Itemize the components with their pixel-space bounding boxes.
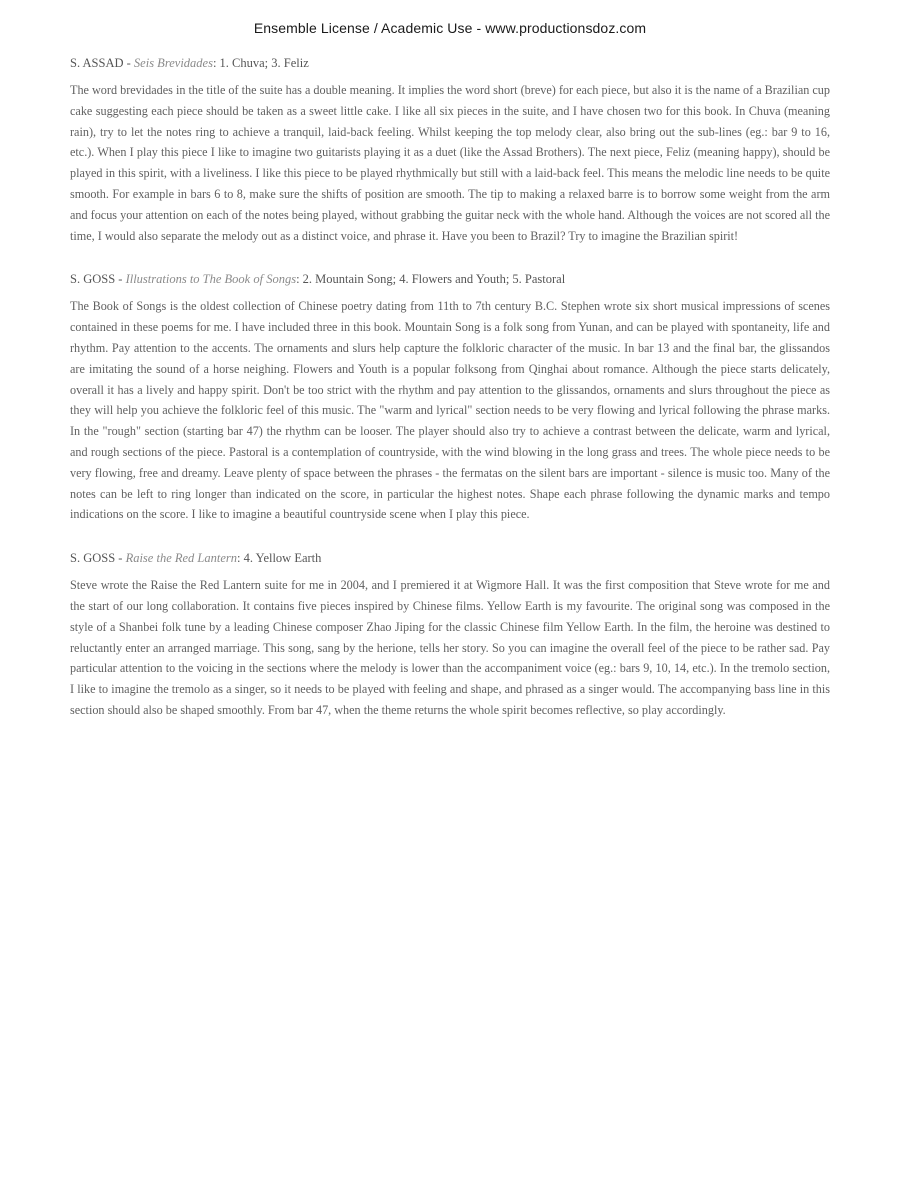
license-banner: Ensemble License / Academic Use - www.productionsdoz.com (253, 20, 647, 36)
section-goss-red-lantern (70, 551, 830, 721)
section-assad (70, 56, 830, 246)
composer-name: S. ASSAD - (70, 56, 134, 70)
page-body (70, 56, 830, 747)
work-title: Raise the Red Lantern (125, 551, 238, 566)
section-heading (70, 551, 830, 566)
work-title: Seis Brevidades (133, 56, 213, 70)
section-goss-book-of-songs (70, 272, 830, 525)
section-body: The Book of Songs is the oldest collection of Chinese poetry dating from 11th to 7th century B.C. Stephen wrote six short musical impressions of scenes contained in these poems for me. I have included three in this book. Mountain Song is a folk song from Yunan, and can be played with spontaneity, life and rhythm. Pay attention to the accents. The ornaments and slurs help capture the folkloric character of the music. In bar 13 and the final bar, the glissandos are imitating the sound of a horse neighing. Flowers and Youth is a popular folksong from Qinghai about romance. Although the piece starts delicately, overall it has a lively and happy spirit. Don't be too strict with the rhythm and pay attention to the glissandos, ornaments and slurs throughout the piece as they will help you achieve the folkloric feel of this music. The "warm and lyrical" section needs to be very flowing and lyrical following the phrase marks. In the "rough" section (starting bar 47) the rhythm can be looser. The player should also try to achieve a contrast between the delicate, warm and lyrical, and rough sections of the piece. Pastoral is a contemplation of countryside, with the wind blowing in the long grass and trees. The whole piece needs to be very flowing, free and dreamy. Leave plenty of space between the phrases - the fermatas on the silent bars are important - silence is music too. Many of the notes can be left to ring longer than indicated on the score, in particular the highest notes. Shape each phrase following the dynamic marks and tempo indications on the score. I like to imagine a beautiful countryside scene when I play this piece. (70, 299, 830, 522)
section-heading (70, 56, 830, 71)
section-heading (70, 272, 830, 287)
work-title: Illustrations to The Book of Songs (125, 272, 297, 287)
movements: : 4. Yellow Earth (237, 551, 322, 566)
section-body: The word brevidades in the title of the suite has a double meaning. It implies the word short (breve) for each piece, but also it is the name of a Brazilian cup cake suggesting each piece should be taken as a sweet little cake. I like all six pieces in the suite, and I have chosen two for this book. In Chuva (meaning rain), try to let the notes ring to achieve a tranquil, laid-back feeling. Whilst keeping the top melody clear, also bring out the sub-lines (eg.: bar 9 to 16, etc.). When I play this piece I like to imagine two guitarists playing it as a duet (like the Assad Brothers). The next piece, Feliz (meaning happy), should be played in this spirit, with a liveliness. I like this piece to be played rhythmically but still with a laid-back feel. This means the melodic line needs to be quite smooth. For example in bars 6 to 8, make sure the shifts of position are smooth. The tip to making a relaxed barre is to borrow some weight from the arm and focus your attention on each of the notes being played, without grabbing the guitar neck with the whole hand. Although the voices are not scored all the time, I would also separate the melody out as a distinct voice, and phrase it. Have you been to Brazil? Try to imagine the Brazilian spirit! (70, 83, 830, 243)
movements: : 1. Chuva; 3. Feliz (212, 56, 309, 70)
section-body: Steve wrote the Raise the Red Lantern suite for me in 2004, and I premiered it at Wigmore Hall. It was the first composition that Steve wrote for me and the start of our long collaboration. It contains five pieces inspired by Chinese films. Yellow Earth is my favourite. The original song was composed in the style of a Shanbei folk tune by a leading Chinese composer Zhao Jiping for the classic Chinese film Yellow Earth. In the film, the heroine was destined to reluctantly enter an arranged marriage. This song, sang by the herione, tells her story. So you can imagine the overall feel of the piece to be rather sad. Pay particular attention to the voicing in the sections where the melody is lower than the accompaniment voice (eg.: bars 9, 10, 14, etc.). In the tremolo section, I like to imagine the tremolo as a singer, so it needs to be played with feeling and shape, and phrased as a singer would. The accompanying bass line in this section should also be shaped smoothly. From bar 47, when the theme returns the whole spirit becomes reflective, so play accordingly. (70, 578, 830, 717)
composer-name: S. GOSS - (70, 272, 126, 287)
composer-name: S. GOSS - (70, 551, 126, 566)
movements: : 2. Mountain Song; 4. Flowers and Youth; 5. Pastoral (296, 272, 566, 287)
